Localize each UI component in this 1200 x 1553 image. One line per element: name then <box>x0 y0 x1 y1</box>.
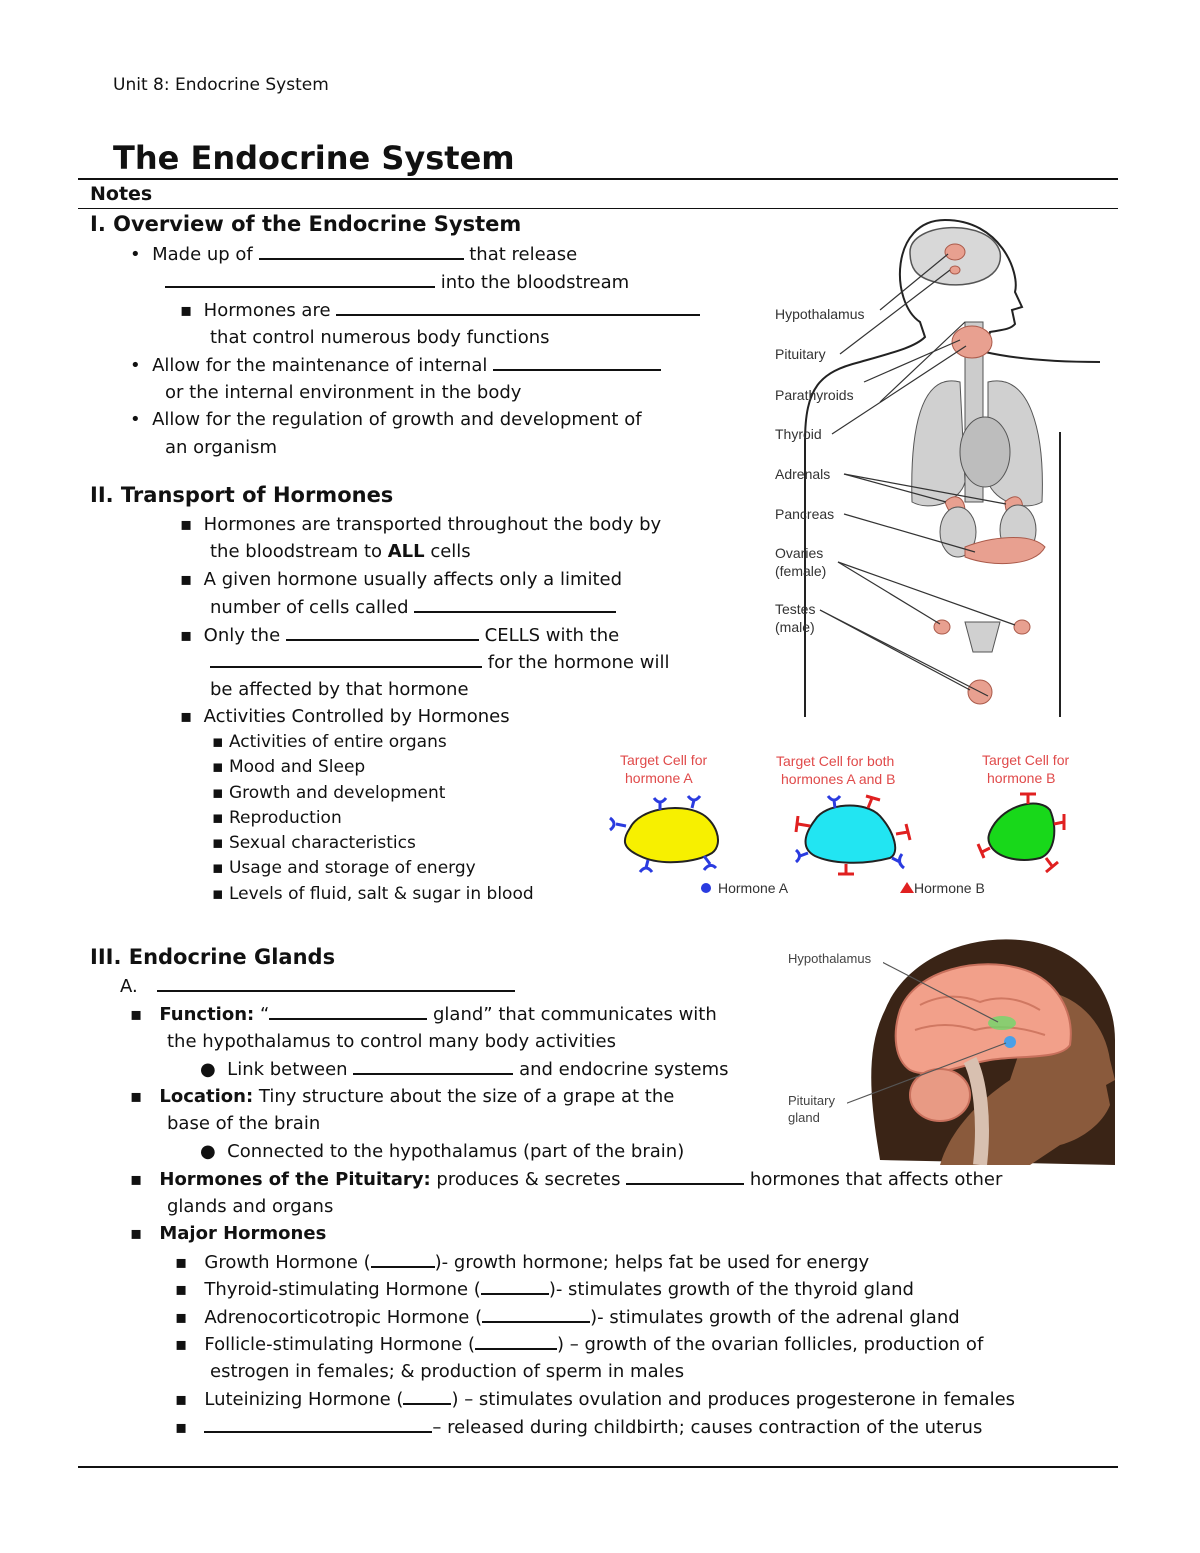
hormone-growth: ▪ Growth Hormone ( )- growth hormone; helps fat be used for energy <box>175 1248 869 1276</box>
s1-line-7: • Allow for the regulation of growth and development of <box>130 409 642 430</box>
legend-hormone-b: Hormone B <box>914 880 985 896</box>
notes-rule <box>78 208 1118 209</box>
hormone-a-legend-icon <box>701 883 711 893</box>
square-bullet-icon: ▪ <box>180 625 193 646</box>
s3-location-line-2: base of the brain <box>167 1113 321 1134</box>
s3-function-line: ▪ Function: “ gland” that communicates with <box>130 1000 717 1028</box>
fill-blank[interactable] <box>353 1055 513 1075</box>
cell-a-label-1: Target Cell for <box>620 752 708 768</box>
small-bullet-icon: ▪ <box>175 1334 188 1355</box>
small-bullet-icon: ▪ <box>175 1279 188 1300</box>
label-thyroid: Thyroid <box>775 426 822 442</box>
target-cell-ab <box>806 805 896 862</box>
small-bullet-icon: ▪ <box>212 732 224 752</box>
bullet-icon: • <box>130 244 141 265</box>
square-bullet-icon: ▪ <box>130 1086 143 1107</box>
section-3-heading: III. Endocrine Glands <box>90 945 336 969</box>
small-bullet-icon: ▪ <box>175 1252 188 1273</box>
fill-blank[interactable] <box>204 1413 432 1433</box>
s3-line-a: A. <box>120 972 515 1000</box>
section-1-heading: I. Overview of the Endocrine System <box>90 212 522 236</box>
legend-hormone-a: Hormone A <box>718 880 789 896</box>
s2-line-5: ▪ Only the CELLS with the <box>180 621 619 649</box>
label-male: (male) <box>775 619 815 635</box>
fill-blank[interactable] <box>336 296 700 316</box>
dot-bullet-icon: ● <box>200 1141 216 1162</box>
label-pituitary: Pituitary <box>775 346 826 362</box>
s1-line-4: that control numerous body functions <box>210 327 550 348</box>
s3-hormones-line-2: glands and organs <box>167 1196 334 1217</box>
fill-blank[interactable] <box>414 593 616 613</box>
brain-label-hypothalamus: Hypothalamus <box>788 951 872 966</box>
s3-location-line: ▪ Location: Tiny structure about the size of a grape at the <box>130 1086 675 1107</box>
bullet-icon: • <box>130 409 141 430</box>
label-parathyroids: Parathyroids <box>775 387 854 403</box>
brain-label-gland: gland <box>788 1110 820 1125</box>
fill-blank[interactable] <box>210 648 482 668</box>
s1-line-8: an organism <box>165 437 278 458</box>
cell-a-label-2: hormone A <box>625 770 693 786</box>
fill-blank[interactable] <box>371 1248 435 1268</box>
s2-line-3: ▪ A given hormone usually affects only a limited <box>180 569 623 590</box>
hormone-lh: ▪ Luteinizing Hormone ( ) – stimulates ovulation and produces progesterone in females <box>175 1385 1015 1413</box>
fill-blank[interactable] <box>481 1275 549 1295</box>
label-hypothalamus: Hypothalamus <box>775 306 865 322</box>
fill-blank[interactable] <box>269 1000 427 1020</box>
s2-line-8: ▪ Activities Controlled by Hormones <box>180 706 510 727</box>
cell-ab-label-1: Target Cell for both <box>776 753 895 769</box>
endocrine-body-diagram <box>760 212 1120 722</box>
hormone-fsh: ▪ Follicle-stimulating Hormone ( ) – growth of the ovarian follicles, production of <box>175 1330 983 1358</box>
small-bullet-icon: ▪ <box>212 883 224 904</box>
brain-label-pituitary: Pituitary <box>788 1093 835 1108</box>
pituitary-brain-diagram <box>780 930 1115 1165</box>
bullet-icon: • <box>130 355 141 376</box>
list-item: ▪ Mood and Sleep <box>212 757 366 778</box>
fill-blank[interactable] <box>493 351 661 371</box>
list-item: ▪ Growth and development <box>212 782 446 803</box>
hormone-oxytocin: ▪ – released during childbirth; causes contraction of the uterus <box>175 1413 982 1441</box>
square-bullet-icon: ▪ <box>130 1169 143 1190</box>
fill-blank[interactable] <box>403 1385 451 1405</box>
target-cell-b <box>988 804 1054 860</box>
label-adrenals: Adrenals <box>775 466 831 482</box>
dot-bullet-icon: ● <box>200 1059 216 1080</box>
square-bullet-icon: ▪ <box>180 300 193 321</box>
unit-label: Unit 8: Endocrine System <box>113 75 329 95</box>
fill-blank[interactable] <box>157 972 515 992</box>
small-bullet-icon: ▪ <box>212 757 224 778</box>
list-item: ▪ Sexual characteristics <box>212 833 416 854</box>
square-bullet-icon: ▪ <box>180 706 193 727</box>
s1-line-5: • Allow for the maintenance of internal <box>130 351 661 379</box>
s3-function-line-2: the hypothalamus to control many body activities <box>167 1031 616 1052</box>
list-item: ▪ Reproduction <box>212 807 342 828</box>
hormone-b-legend-icon <box>900 882 914 893</box>
fill-blank[interactable] <box>286 621 479 641</box>
label-ovaries: Ovaries <box>775 545 824 561</box>
fill-blank[interactable] <box>626 1165 744 1185</box>
s1-line-6: or the internal environment in the body <box>165 382 522 403</box>
fill-blank[interactable] <box>259 240 464 260</box>
s1-line-1: • Made up of that release <box>130 240 577 268</box>
fill-blank[interactable] <box>482 1303 590 1323</box>
s3-hormones-line: ▪ Hormones of the Pituitary: produces & secretes hormones that affects other <box>130 1165 1002 1193</box>
small-bullet-icon: ▪ <box>212 833 224 854</box>
s3-link-line: ● Link between and endocrine systems <box>200 1055 729 1083</box>
cell-b-label-1: Target Cell for <box>982 752 1070 768</box>
s2-line-7: be affected by that hormone <box>210 679 469 700</box>
s2-line-2: the bloodstream to ALL cells <box>210 541 471 562</box>
s3-major-line: ▪ Major Hormones <box>130 1223 327 1244</box>
s1-line-3: ▪ Hormones are <box>180 296 700 324</box>
small-bullet-icon: ▪ <box>212 782 224 803</box>
small-bullet-icon: ▪ <box>175 1307 188 1328</box>
s2-line-4: number of cells called <box>210 593 616 621</box>
small-bullet-icon: ▪ <box>212 858 224 879</box>
page-title: The Endocrine System <box>113 139 515 177</box>
cell-b-label-2: hormone B <box>987 770 1056 786</box>
square-bullet-icon: ▪ <box>180 514 193 535</box>
label-pancreas: Pancreas <box>775 506 835 522</box>
fill-blank[interactable] <box>165 268 435 288</box>
s3-connected-line: ● Connected to the hypothalamus (part of the brain) <box>200 1141 685 1162</box>
hormone-acth: ▪ Adrenocorticotropic Hormone ( )- stimulates growth of the adrenal gland <box>175 1303 960 1331</box>
square-bullet-icon: ▪ <box>130 1223 143 1244</box>
s2-line-6: for the hormone will <box>210 648 669 676</box>
label-testes: Testes <box>775 601 816 617</box>
target-cell-a <box>625 808 718 862</box>
footer-rule <box>78 1466 1118 1468</box>
activities-list <box>212 730 534 907</box>
hormone-fsh-line-2: estrogen in females; & production of sperm in males <box>210 1361 685 1382</box>
small-bullet-icon: ▪ <box>175 1389 188 1410</box>
small-bullet-icon: ▪ <box>175 1417 188 1438</box>
fill-blank[interactable] <box>475 1330 557 1350</box>
notes-label: Notes <box>90 183 153 205</box>
cell-ab-label-2: hormones A and B <box>781 771 896 787</box>
hormone-tsh: ▪ Thyroid-stimulating Hormone ( )- stimulates growth of the thyroid gland <box>175 1275 914 1303</box>
section-2-heading: II. Transport of Hormones <box>90 483 394 507</box>
s1-line-2: into the bloodstream <box>165 268 629 296</box>
s2-line-1: ▪ Hormones are transported throughout the body by <box>180 514 662 535</box>
square-bullet-icon: ▪ <box>180 569 193 590</box>
square-bullet-icon: ▪ <box>130 1004 143 1025</box>
target-cell-diagram <box>600 748 1110 908</box>
title-rule <box>78 178 1118 180</box>
list-item: ▪ Levels of fluid, salt & sugar in blood <box>212 883 534 904</box>
label-female: (female) <box>775 563 827 579</box>
list-item: ▪ Usage and storage of energy <box>212 858 476 879</box>
small-bullet-icon: ▪ <box>212 807 224 828</box>
list-item: ▪ Activities of entire organs <box>212 732 447 752</box>
